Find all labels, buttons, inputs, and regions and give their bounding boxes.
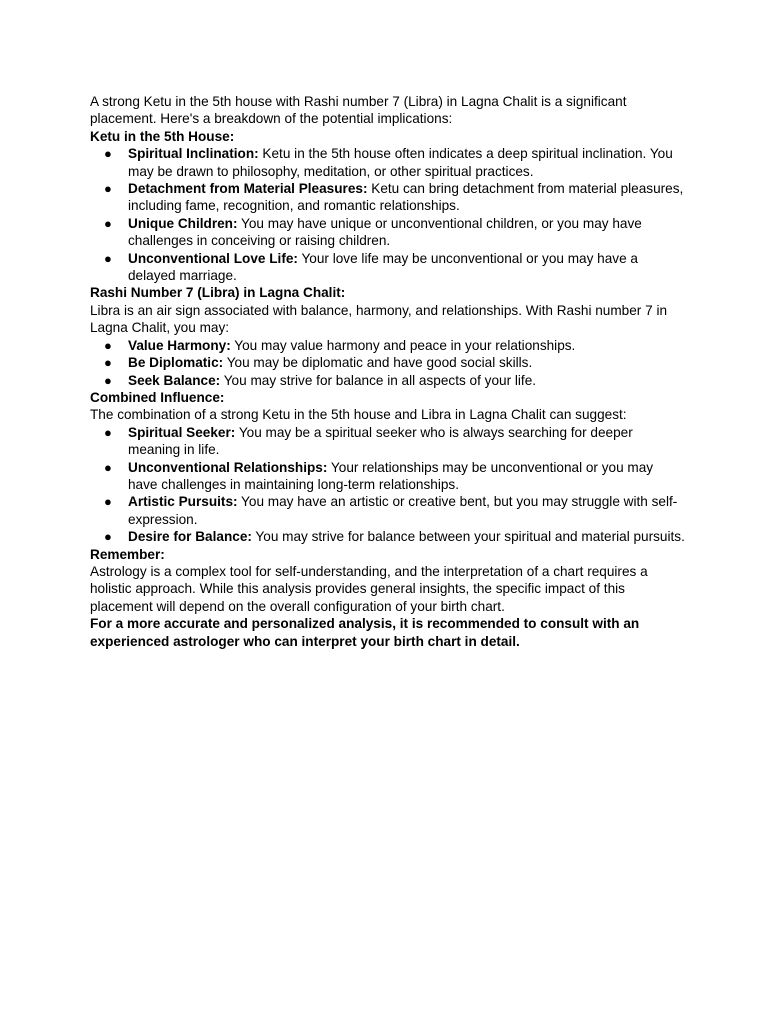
section-paragraph-rashi: Libra is an air sign associated with balance, harmony, and relationships. With Rashi number 7 in Lagna Chalit, you may: <box>90 302 668 336</box>
list-item <box>90 424 686 459</box>
section-heading-combined: Combined Influence: <box>90 389 225 405</box>
list-item-term: Unique Children: <box>128 215 238 231</box>
list-item-text: You may strive for balance between your spiritual and material pursuits. <box>251 529 685 545</box>
bullet-list-combined <box>90 424 686 546</box>
list-item <box>90 493 686 528</box>
section-heading-ketu: Ketu in the 5th House: <box>90 128 235 144</box>
list-item-text: Your relationships may be unconventional or you may have challenges in maintaining long-term relationships. <box>128 459 654 492</box>
list-item-term: Seek Balance: <box>128 372 221 388</box>
list-item-term: Unconventional Love Life: <box>128 250 298 266</box>
list-item-text: You may value harmony and peace in your relationships. <box>230 337 576 353</box>
bullet-icon: ● <box>104 494 112 510</box>
list-item <box>90 372 686 389</box>
list-item <box>90 145 686 180</box>
list-item-text: Ketu in the 5th house often indicates a deep spiritual inclination. You may be drawn to philosophy, meditation, or other spiritual practices. <box>128 146 673 179</box>
list-item <box>90 215 686 250</box>
list-item-text: You may be a spiritual seeker who is always searching for deeper meaning in life. <box>128 424 633 458</box>
bullet-icon: ● <box>104 181 112 197</box>
list-item-term: Value Harmony: <box>128 337 231 353</box>
bullet-icon: ● <box>104 372 112 388</box>
list-item <box>90 250 686 285</box>
closing-note: For a more accurate and personalized analysis, it is recommended to consult with an experienced astrologer who can interpret your birth chart in detail. <box>90 616 640 649</box>
list-item-term: Be Diplomatic: <box>128 355 224 371</box>
list-item-text: You may have an artistic or creative bent, but you may struggle with self-expression. <box>128 494 678 527</box>
list-item-text: You may strive for balance in all aspects of your life. <box>220 372 537 388</box>
bullet-list-ketu <box>90 145 686 284</box>
list-item-term: Unconventional Relationships: <box>128 459 328 475</box>
list-item <box>90 354 686 371</box>
list-item <box>90 180 686 215</box>
section-paragraph-combined: The combination of a strong Ketu in the 5th house and Libra in Lagna Chalit can suggest: <box>90 407 627 423</box>
list-item-term: Spiritual Seeker: <box>128 424 236 440</box>
section-paragraph-remember: Astrology is a complex tool for self-understanding, and the interpretation of a chart requires a holistic approach. While this analysis provides general insights, the specific impact of this placement will depend on the overall configuration of your birth chart. <box>90 563 648 614</box>
bullet-icon: ● <box>104 146 112 162</box>
section-heading-remember: Remember: <box>90 546 165 562</box>
bullet-icon: ● <box>104 250 112 266</box>
list-item-text: You may be diplomatic and have good social skills. <box>223 355 533 371</box>
list-item-term: Detachment from Material Pleasures: <box>128 181 368 197</box>
bullet-icon: ● <box>104 424 112 440</box>
bullet-icon: ● <box>104 355 112 371</box>
bullet-list-rashi <box>90 337 686 389</box>
list-item-term: Artistic Pursuits: <box>128 494 238 510</box>
document-body <box>90 93 686 650</box>
list-item-text: You may have unique or unconventional children, or you may have challenges in conceiving or raising children. <box>128 215 642 249</box>
bullet-icon: ● <box>104 215 112 231</box>
list-item <box>90 528 686 545</box>
bullet-icon: ● <box>104 337 112 353</box>
list-item-text: Ketu can bring detachment from material pleasures, including fame, recognition, and romantic relationships. <box>128 181 684 214</box>
list-item-term: Spiritual Inclination: <box>128 146 259 162</box>
bullet-icon: ● <box>104 459 112 475</box>
list-item <box>90 337 686 354</box>
list-item <box>90 459 686 494</box>
list-item-text: Your love life may be unconventional or you may have a delayed marriage. <box>128 250 638 284</box>
intro-paragraph: A strong Ketu in the 5th house with Rashi number 7 (Libra) in Lagna Chalit is a significant placement. Here's a breakdown of the potential implications: <box>90 94 627 127</box>
section-heading-rashi: Rashi Number 7 (Libra) in Lagna Chalit: <box>90 285 346 301</box>
list-item-term: Desire for Balance: <box>128 529 252 545</box>
bullet-icon: ● <box>104 529 112 545</box>
